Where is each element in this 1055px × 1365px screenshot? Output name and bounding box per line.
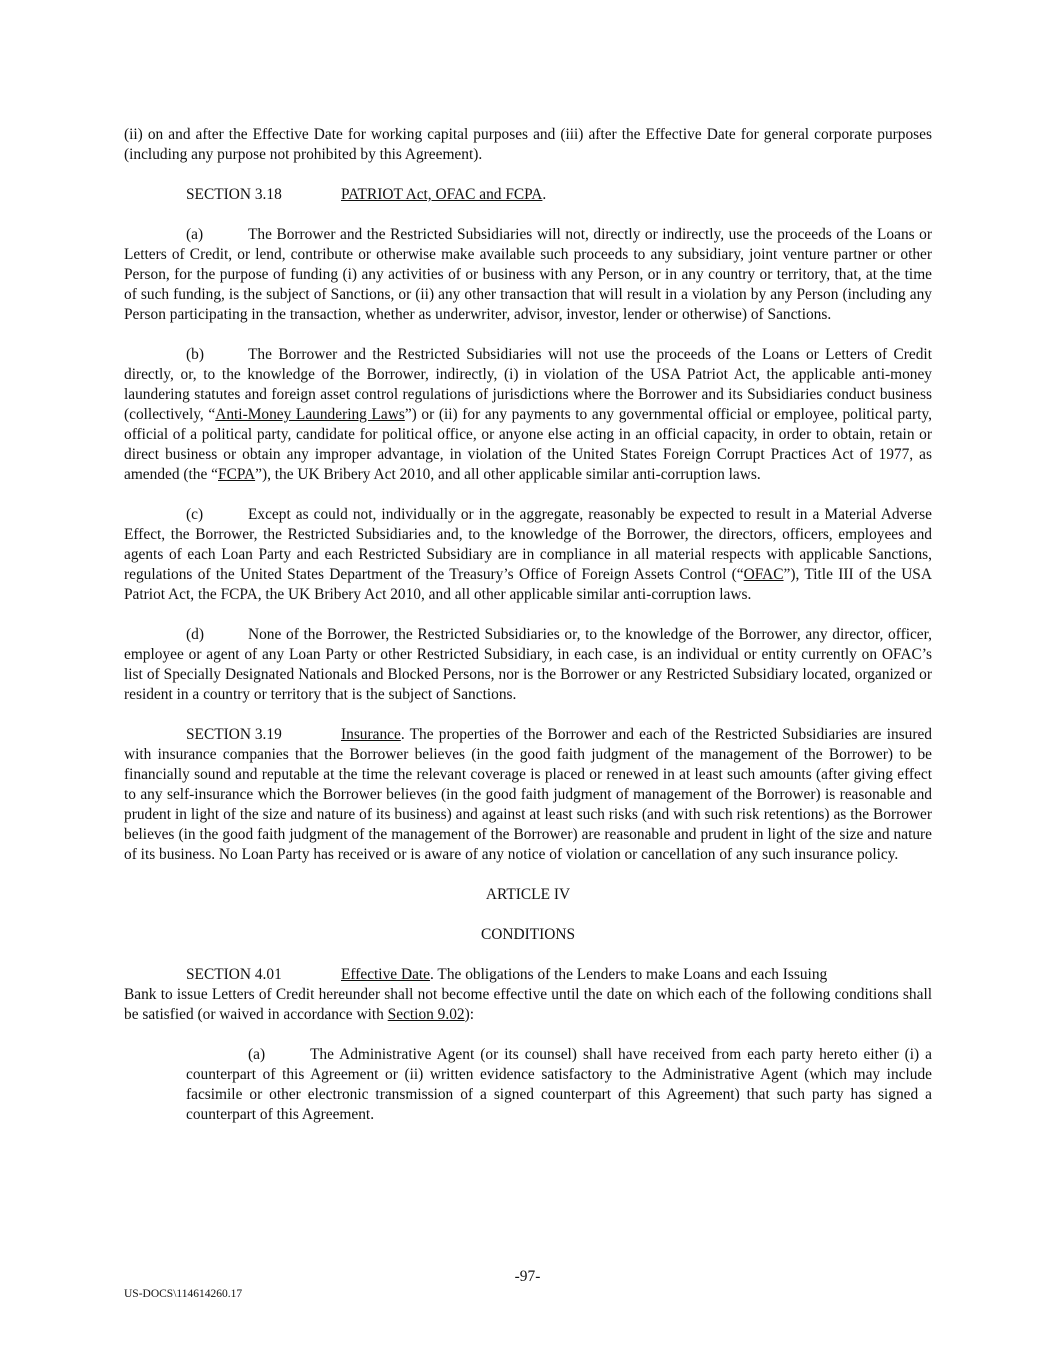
section-number: SECTION 3.19	[186, 726, 282, 743]
defined-term: Anti-Money Laundering Laws	[215, 406, 405, 423]
article-heading: ARTICLE IV	[485, 886, 571, 903]
section-3-18-d: (d) None of the Borrower, the Restricted Subsidiaries or, to the knowledge of the Borrower, any director, officer, employee or agent of any Loan Party or other Restricted Subsidiary, in each case, is an individual or entity currently on OFAC’s list of Specially Designated Nationals and Blocked Persons, nor is the Borrower or any Restricted Subsidiary located, organized or resident in a country or territory that is the subject of Sanctions.	[124, 626, 932, 703]
section-3-18-a: (a) The Borrower and the Restricted Subsidiaries will not, directly or indirectly, use the proceeds of the Loans or Letters of Credit, or lend, contribute or otherwise make available such proceeds to any subsidiary, joint venture partner or other Person, for the purpose of funding (i) any activities of or business with any Person, or in any country or territory, that, at the time of such funding, is the subject of Sanctions, or (ii) any other transaction that will result in a violation by any Person (including any Person participating in the transaction, whether as underwriter, advisor, investor, lender or otherwise) of Sanctions.	[124, 226, 932, 323]
carryover-paragraph: (ii) on and after the Effective Date for working capital purposes and (iii) after the Effective Date for general corporate purposes (including any purpose not prohibited by this Agreement).	[124, 126, 932, 163]
section-number: SECTION 4.01	[186, 966, 282, 983]
article-title: CONDITIONS	[480, 926, 576, 943]
clause-label: (a)	[248, 1046, 266, 1063]
section-reference: Section 9.02	[387, 1006, 465, 1023]
section-title: Insurance	[341, 726, 401, 743]
section-4-01: SECTION 4.01 Effective Date. The obligations of the Lenders to make Loans and each Issuing Bank to issue Letters of Credit hereunder shall not become effective until the date on which each of the following conditions shall be satisfied (or waived in accordance with Section 9.02):	[124, 966, 932, 1023]
clause-label: (a)	[186, 226, 204, 243]
section-3-18-c: (c) Except as could not, individually or in the aggregate, reasonably be expected to result in a Material Adverse Effect, the Borrower, the Restricted Subsidiaries and, to the knowledge of the Borrower, the directors, officers, employees and agents of each Loan Party and each Restricted Subsidiary are in compliance in all material respects with applicable Sanctions, regulations of the United States Department of the Treasury’s Office of Foreign Assets Control (“OFAC”), Title III of the USA Patriot Act, the FCPA, the UK Bribery Act 2010, and all other applicable similar anti-corruption laws.	[124, 506, 932, 603]
section-title: Effective Date	[341, 966, 431, 983]
clause-label: (c)	[186, 506, 204, 523]
section-3-19: SECTION 3.19 Insurance. The properties of the Borrower and each of the Restricted Subsidiaries are insured with insurance companies that the Borrower believes (in the good faith judgment of the management of the Borrower) to be financially sound and reputable at the time the relevant coverage is placed or renewed in at least such amounts (after giving effect to any self-insurance which the Borrower believes (in the good faith judgment of management of the Borrower) is reasonable and prudent in light of the size and nature of its business) and against at least such risks (and with such risk retentions) as the Borrower believes (in the good faith judgment of the management of the Borrower) are reasonable and prudent in light of the size and nature of its business. No Loan Party has received or is aware of any notice of violation or cancellation of any such insurance policy.	[124, 726, 932, 863]
clause-label: (d)	[186, 626, 204, 643]
section-4-01-a: (a) The Administrative Agent (or its counsel) shall have received from each party hereto either (i) a counterpart of this Agreement or (ii) written evidence satisfactory to the Administrative Agent (which may include facsimile or other electronic transmission of a signed counterpart of this Agreement) that such party has signed a counterpart of this Agreement.	[186, 1046, 932, 1123]
defined-term: FCPA	[218, 466, 256, 483]
document-id: US-DOCS\114614260.17	[124, 1288, 243, 1300]
section-number: SECTION 3.18	[186, 186, 282, 203]
section-title: PATRIOT Act, OFAC and FCPA	[341, 186, 543, 203]
defined-term: OFAC	[743, 566, 784, 583]
clause-label: (b)	[186, 346, 204, 363]
section-3-18-heading: SECTION 3.18 PATRIOT Act, OFAC and FCPA.	[186, 186, 547, 203]
section-3-18-b: (b) The Borrower and the Restricted Subsidiaries will not use the proceeds of the Loans or Letters of Credit directly, or, to the knowledge of the Borrower, indirectly, (i) in violation of the USA Patriot Act, the applicable anti-money laundering statutes and foreign asset control regulations of jurisdictions where the Borrower and its Subsidiaries conduct business (collectively, “Anti-Money Laundering Laws”) or (ii) for any payments to any governmental official or employee, political party, official of a political party, candidate for political office, or anyone else acting in an official capacity, in order to obtain, retain or direct business or obtain any improper advantage, in violation of the United States Foreign Corrupt Practices Act of 1977, as amended (the “FCPA”), the UK Bribery Act 2010, and all other applicable similar anti-corruption laws.	[124, 346, 932, 483]
page-number: -97-	[514, 1268, 541, 1285]
document-body	[124, 125, 932, 1125]
